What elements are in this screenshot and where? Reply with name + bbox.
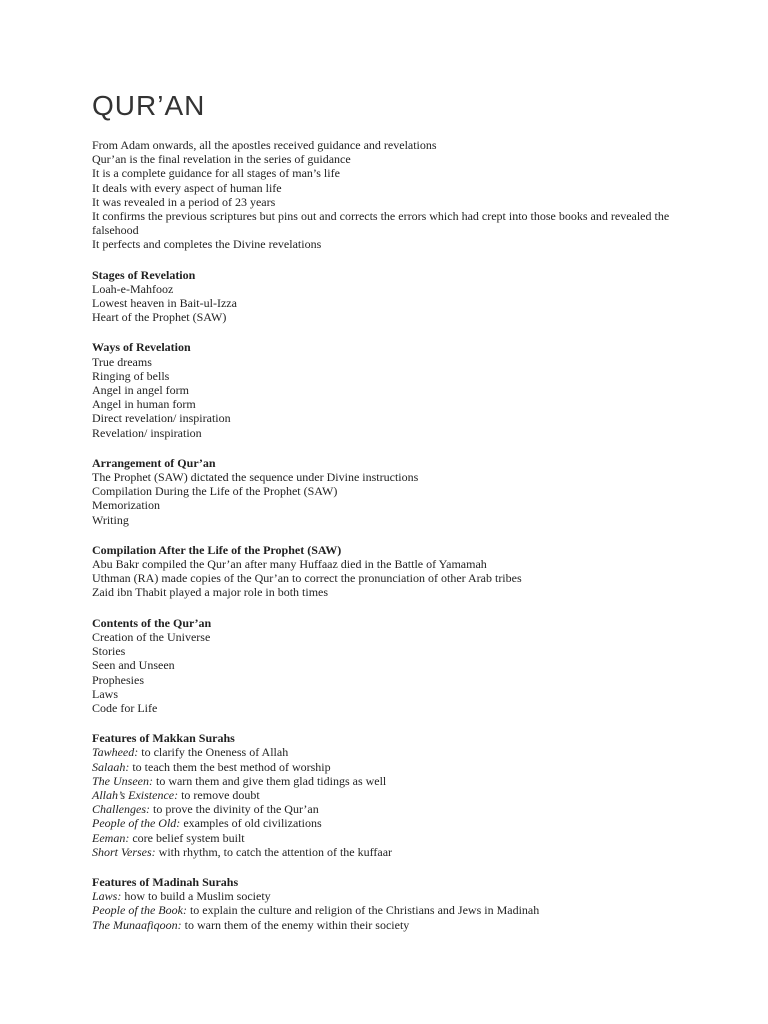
section-ways-of-revelation	[92, 340, 672, 439]
intro-line: It confirms the previous scriptures but pins out and corrects the errors which had crept into those books and revealed the falsehood	[92, 209, 670, 238]
feature-item	[92, 889, 672, 903]
document-page	[92, 90, 672, 932]
section-heading: Ways of Revelation	[92, 340, 191, 355]
feature-item	[92, 802, 672, 816]
intro-line: From Adam onwards, all the apostles received guidance and revelations	[92, 138, 437, 152]
list-item: Writing	[92, 512, 129, 527]
list-item: True dreams	[92, 354, 152, 369]
list-item: Stories	[92, 644, 126, 659]
list-item: Angel in angel form	[92, 383, 189, 398]
section-heading: Stages of Revelation	[92, 267, 196, 282]
feature-term: Laws:	[92, 889, 122, 904]
intro-line: It deals with every aspect of human life	[92, 180, 282, 195]
list-item: Laws	[92, 686, 118, 701]
feature-item	[92, 903, 672, 917]
section-makkan-surahs	[92, 731, 672, 859]
feature-term: Allah’s Existence:	[92, 787, 179, 802]
feature-term: People of the Book:	[92, 903, 187, 918]
feature-term: The Unseen:	[92, 773, 153, 788]
feature-text: to explain the culture and religion of the Christians and Jews in Madinah	[186, 903, 540, 918]
section-heading: Features of Madinah Surahs	[92, 874, 239, 889]
intro-line: It is a complete guidance for all stages of man’s life	[92, 166, 340, 181]
feature-text: with rhythm, to catch the attention of the kuffaar	[155, 844, 393, 859]
intro-line: It perfects and completes the Divine revelations	[92, 237, 322, 252]
list-item: Seen and Unseen	[92, 658, 175, 673]
feature-item	[92, 774, 672, 788]
section-heading: Features of Makkan Surahs	[92, 731, 235, 746]
feature-text: to warn them and give them glad tidings as well	[152, 773, 387, 788]
feature-term: Challenges:	[92, 802, 150, 817]
list-item: Prophesies	[92, 672, 144, 687]
page-title: QUR’AN	[92, 90, 206, 121]
intro-line: Qur’an is the final revelation in the series of guidance	[92, 152, 351, 167]
section-contents-of-quran	[92, 616, 672, 715]
feature-text: to clarify the Oneness of Allah	[138, 745, 289, 760]
section-arrangement-of-quran	[92, 456, 672, 527]
section-heading: Contents of the Qur’an	[92, 615, 212, 630]
list-item: Compilation During the Life of the Prophet (SAW)	[92, 484, 338, 499]
feature-text: core belief system built	[129, 830, 245, 845]
section-stages-of-revelation	[92, 268, 672, 325]
feature-item	[92, 745, 672, 759]
list-item: Abu Bakr compiled the Qur’an after many Huffaaz died in the Battle of Yamamah	[92, 557, 487, 572]
list-item: Memorization	[92, 498, 160, 513]
feature-item	[92, 845, 672, 859]
section-heading: Compilation After the Life of the Prophet (SAW)	[92, 542, 342, 557]
section-madinah-surahs	[92, 875, 672, 932]
list-item: Revelation/ inspiration	[92, 425, 202, 440]
list-item: Heart of the Prophet (SAW)	[92, 310, 227, 325]
feature-term: People of the Old:	[92, 816, 181, 831]
feature-text: examples of old civilizations	[180, 816, 322, 831]
list-item: Creation of the Universe	[92, 629, 211, 644]
feature-text: to prove the divinity of the Qur’an	[150, 802, 319, 817]
feature-text: to teach them the best method of worship	[129, 759, 331, 774]
list-item: Angel in human form	[92, 397, 196, 412]
intro-block	[92, 138, 672, 252]
feature-item	[92, 788, 672, 802]
feature-text: to warn them of the enemy within their society	[181, 917, 410, 932]
list-item: Ringing of bells	[92, 368, 170, 383]
intro-line: It was revealed in a period of 23 years	[92, 194, 276, 209]
feature-item	[92, 831, 672, 845]
list-item: Loah-e-Mahfooz	[92, 281, 174, 296]
list-item: Direct revelation/ inspiration	[92, 411, 231, 426]
section-compilation-after-prophet	[92, 543, 672, 600]
feature-item	[92, 918, 672, 932]
list-item: Code for Life	[92, 700, 158, 715]
list-item: Uthman (RA) made copies of the Qur’an to correct the pronunciation of other Arab tribes	[92, 571, 522, 586]
feature-term: Salaah:	[92, 759, 130, 774]
list-item: Zaid ibn Thabit played a major role in both times	[92, 585, 329, 600]
feature-term: Eeman:	[92, 830, 130, 845]
feature-text: to remove doubt	[178, 787, 260, 802]
list-item: The Prophet (SAW) dictated the sequence under Divine instructions	[92, 470, 419, 485]
feature-term: The Munaafiqoon:	[92, 917, 182, 932]
list-item: Lowest heaven in Bait-ul-Izza	[92, 296, 237, 311]
section-heading: Arrangement of Qur’an	[92, 455, 216, 470]
feature-item	[92, 816, 672, 830]
feature-term: Short Verses:	[92, 844, 156, 859]
feature-text: how to build a Muslim society	[121, 889, 271, 904]
feature-term: Tawheed:	[92, 745, 139, 760]
feature-item	[92, 760, 672, 774]
